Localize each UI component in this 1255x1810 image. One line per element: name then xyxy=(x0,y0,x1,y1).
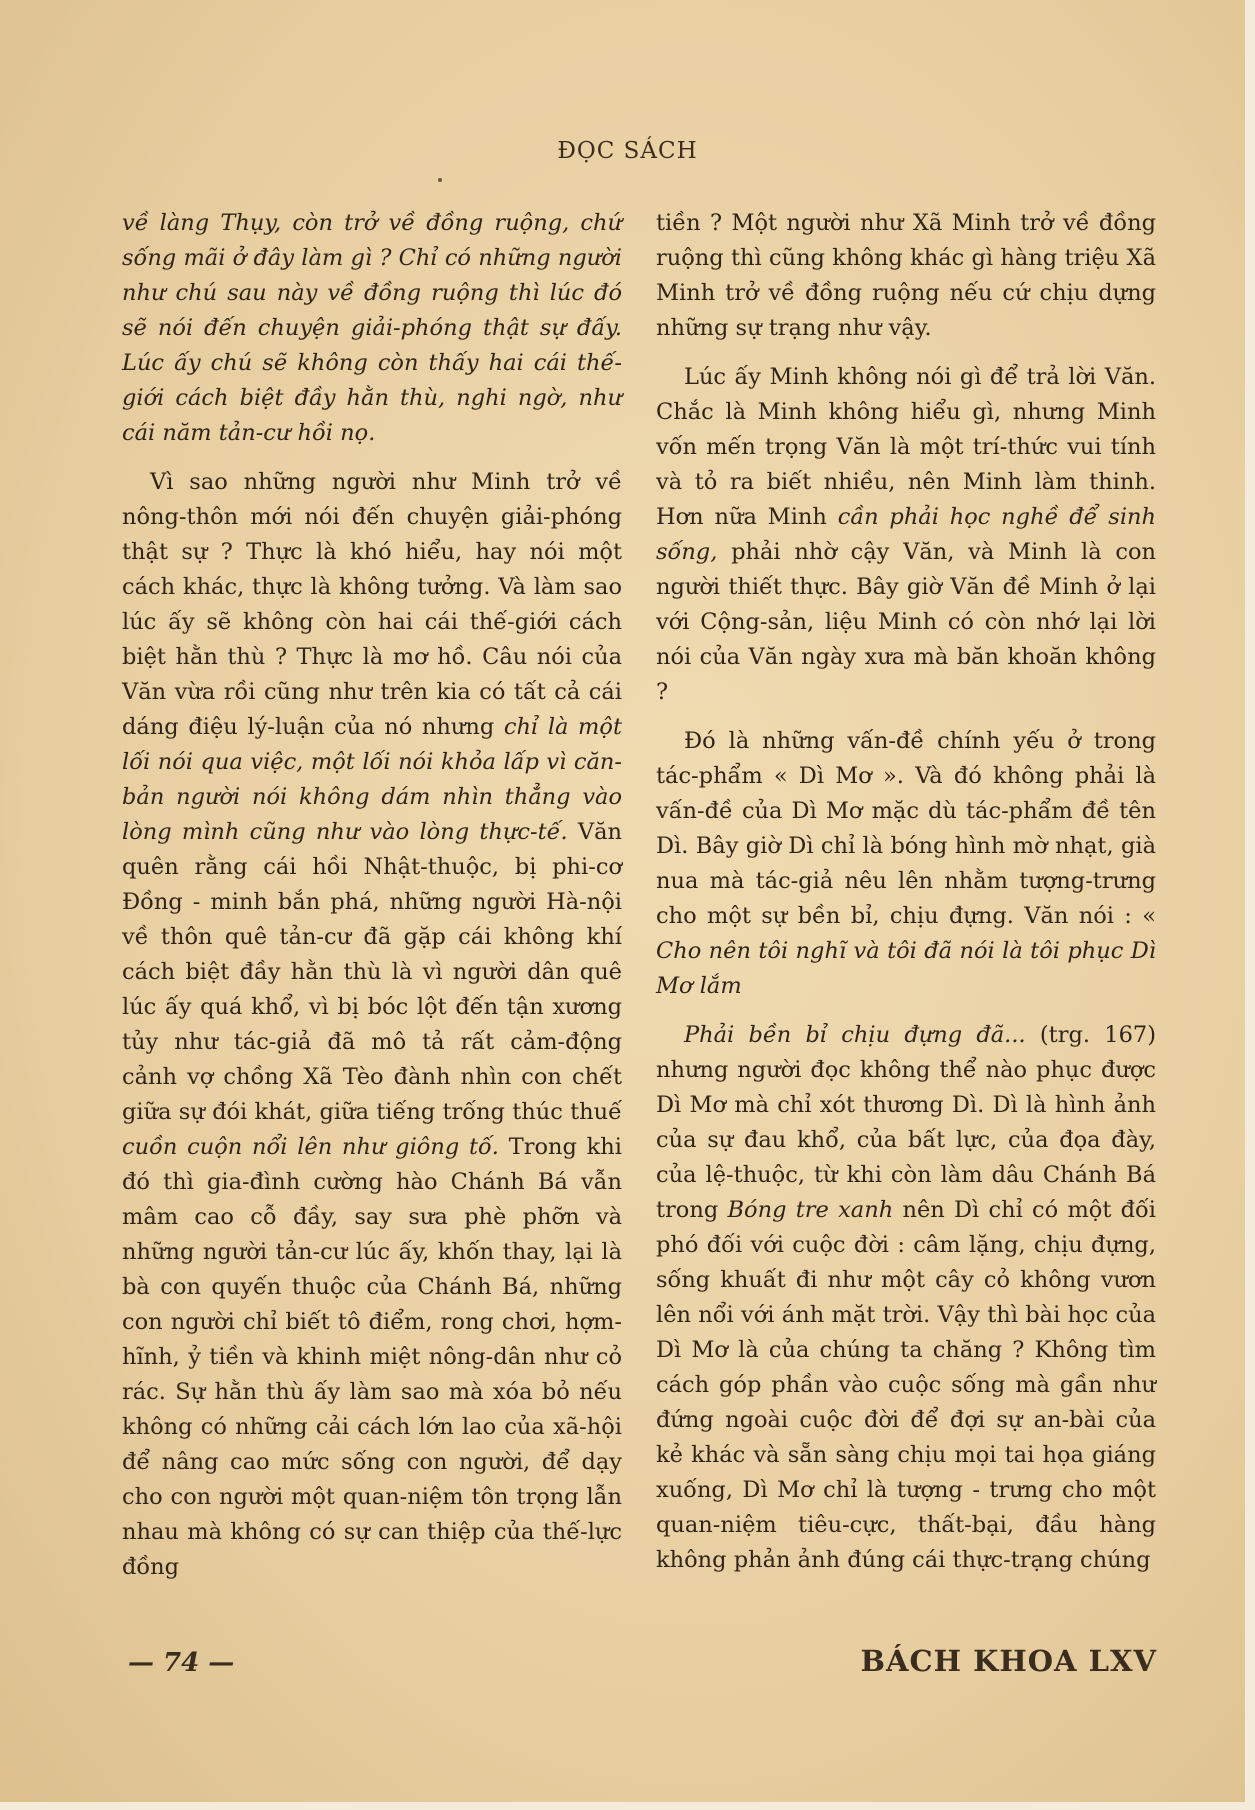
italic-run: cần phải học nghề để sinh sống, xyxy=(656,504,1157,565)
italic-run: cuồn cuộn nổi lên như giông tố. xyxy=(122,1134,499,1160)
text-run: Trong khi đó thì gia-đình cường hào Chánh Bá vẫn mâm cao cỗ đầy, say sưa phè phỡn và những người tản-cư lúc ấy, khốn thay, lại là bà con quyến thuộc của Chánh Bá, những con người chỉ biết tô điểm, rong chơi, hợm-hĩnh, ỷ tiền và khinh miệt nông-dân như cỏ rác. Sự hằn thù ấy làm sao mà xóa bỏ nếu không có những cải cách lớn lao của xã-hội để nâng cao mức sống con người, để dạy cho con người một quan-niệm tôn trọng lẫn nhau mà không có sự can thiệp của thế-lực đồng xyxy=(122,1134,622,1580)
text-run: Lúc ấy Minh không nói gì để trả lời Văn. Chắc là Minh không hiểu gì, nhưng Minh vốn mến trọng Văn là một trí-thức vui tính và tỏ ra biết nhiều, nên Minh làm thinh. Hơn nữa Minh xyxy=(656,364,1156,530)
right-paragraph-4 xyxy=(656,1018,1156,1578)
right-paragraph-3 xyxy=(656,724,1156,1004)
page-number: — 74 — xyxy=(128,1648,235,1678)
page-edge-right xyxy=(1245,0,1255,1810)
page-header: ĐỌC SÁCH xyxy=(557,138,698,164)
left-paragraph-1: về làng Thụy, còn trở về đồng ruộng, chứ sống mãi ở đây làm gì ? Chỉ có những người như chú sau này về đồng ruộng thì lúc đó sẽ nói đến chuyện giải-phóng thật sự đấy. Lúc ấy chú sẽ không còn thấy hai cái thế-giới cách biệt đầy hằn thù, nghi ngờ, như cái năm tản-cư hồi nọ. xyxy=(122,210,622,446)
page-edge-bottom xyxy=(0,1802,1255,1810)
italic-run: Phải bền bỉ chịu đựng đã... xyxy=(684,1022,1026,1048)
stray-mark xyxy=(438,178,442,182)
text-run: (trg. 167) nhưng người đọc không thể nào phục được Dì Mơ mà chỉ xót thương Dì. Dì là hình ảnh của sự đau khổ, của bất lực, của đọa đày, của lệ-thuộc, từ khi còn làm dâu Chánh Bá trong xyxy=(656,1022,1156,1223)
journal-name: BÁCH KHOA LXV xyxy=(860,1644,1157,1678)
text-run: Đó là những vấn-đề chính yếu ở trong tác-phẩm « Dì Mơ ». Và đó không phải là vấn-đề của Dì Mơ mặc dù tác-phẩm đề tên Dì. Bây giờ Dì chỉ là bóng hình mờ nhạt, già nua mà tác-giả nêu lên nhằm tượng-trưng cho một sự bền bỉ, chịu đựng. Văn nói : « xyxy=(656,728,1156,929)
right-column xyxy=(656,206,1156,1592)
text-run: Vì sao những người như Minh trở về nông-thôn mới nói đến chuyện giải-phóng thật sự ? Thực là khó hiểu, hay nói một cách khác, thực là không tưởng. Và làm sao lúc ấy sẽ không còn hai cái thế-giới cách biệt hằn thù ? Thực là mơ hồ. Câu nói của Văn vừa rồi cũng như trên kia có tất cả cái dáng điệu lý-luận của nó nhưng xyxy=(122,469,622,740)
italic-run: Cho nên tôi nghĩ và tôi đã nói là tôi phục Dì Mơ lắm xyxy=(656,938,1156,999)
text-run: nên Dì chỉ có một đối phó đối với cuộc đời : câm lặng, chịu đựng, sống khuất đi như một cây cỏ không vươn lên nổi với ánh mặt trời. Vậy thì bài học của Dì Mơ là của chúng ta chăng ? Không tìm cách góp phần vào cuộc sống mà gần như đứng ngoài cuộc đời để đợi sự an-bài của kẻ khác và sẵn sàng chịu mọi tai họa giáng xuống, Dì Mơ chỉ là tượng - trưng cho một quan-niệm tiêu-cực, thất-bại, đầu hàng không phản ảnh đúng cái thực-trạng chúng xyxy=(656,1197,1157,1573)
italic-run: chỉ là một lối nói qua việc, một lối nói khỏa lấp vì căn-bản người nói không dám nhìn thẳng vào lòng mình cũng như vào lòng thực-tế. xyxy=(122,714,622,845)
left-paragraph-2 xyxy=(122,465,622,1585)
right-paragraph-2 xyxy=(656,360,1156,710)
text-run: Văn quên rằng cái hồi Nhật-thuộc, bị phi-cơ Đồng - minh bắn phá, những người Hà-nội về thôn quê tản-cư đã gặp cái không khí cách biệt đầy hằn thù là vì người dân quê lúc ấy quá khổ, vì bị bóc lột đến tận xương tủy như tác-giả đã mô tả rất cảm-động cảnh vợ chồng Xã Tèo đành nhìn con chết giữa sự đói khát, giữa tiếng trống thúc thuế xyxy=(122,819,623,1125)
right-paragraph-1: tiền ? Một người như Xã Minh trở về đồng ruộng thì cũng không khác gì hàng triệu Xã Minh trở về đồng ruộng nếu cứ chịu dựng những sự trạng như vậy. xyxy=(656,210,1156,341)
italic-run: Bóng tre xanh xyxy=(727,1197,894,1223)
text-run: phải nhờ cậy Văn, và Minh là con người thiết thực. Bây giờ Văn đề Minh ở lại với Cộng-sản, liệu Minh có còn nhớ lại lời nói của Văn ngày xưa mà băn khoăn không ? xyxy=(656,539,1156,705)
left-column xyxy=(122,206,622,1599)
